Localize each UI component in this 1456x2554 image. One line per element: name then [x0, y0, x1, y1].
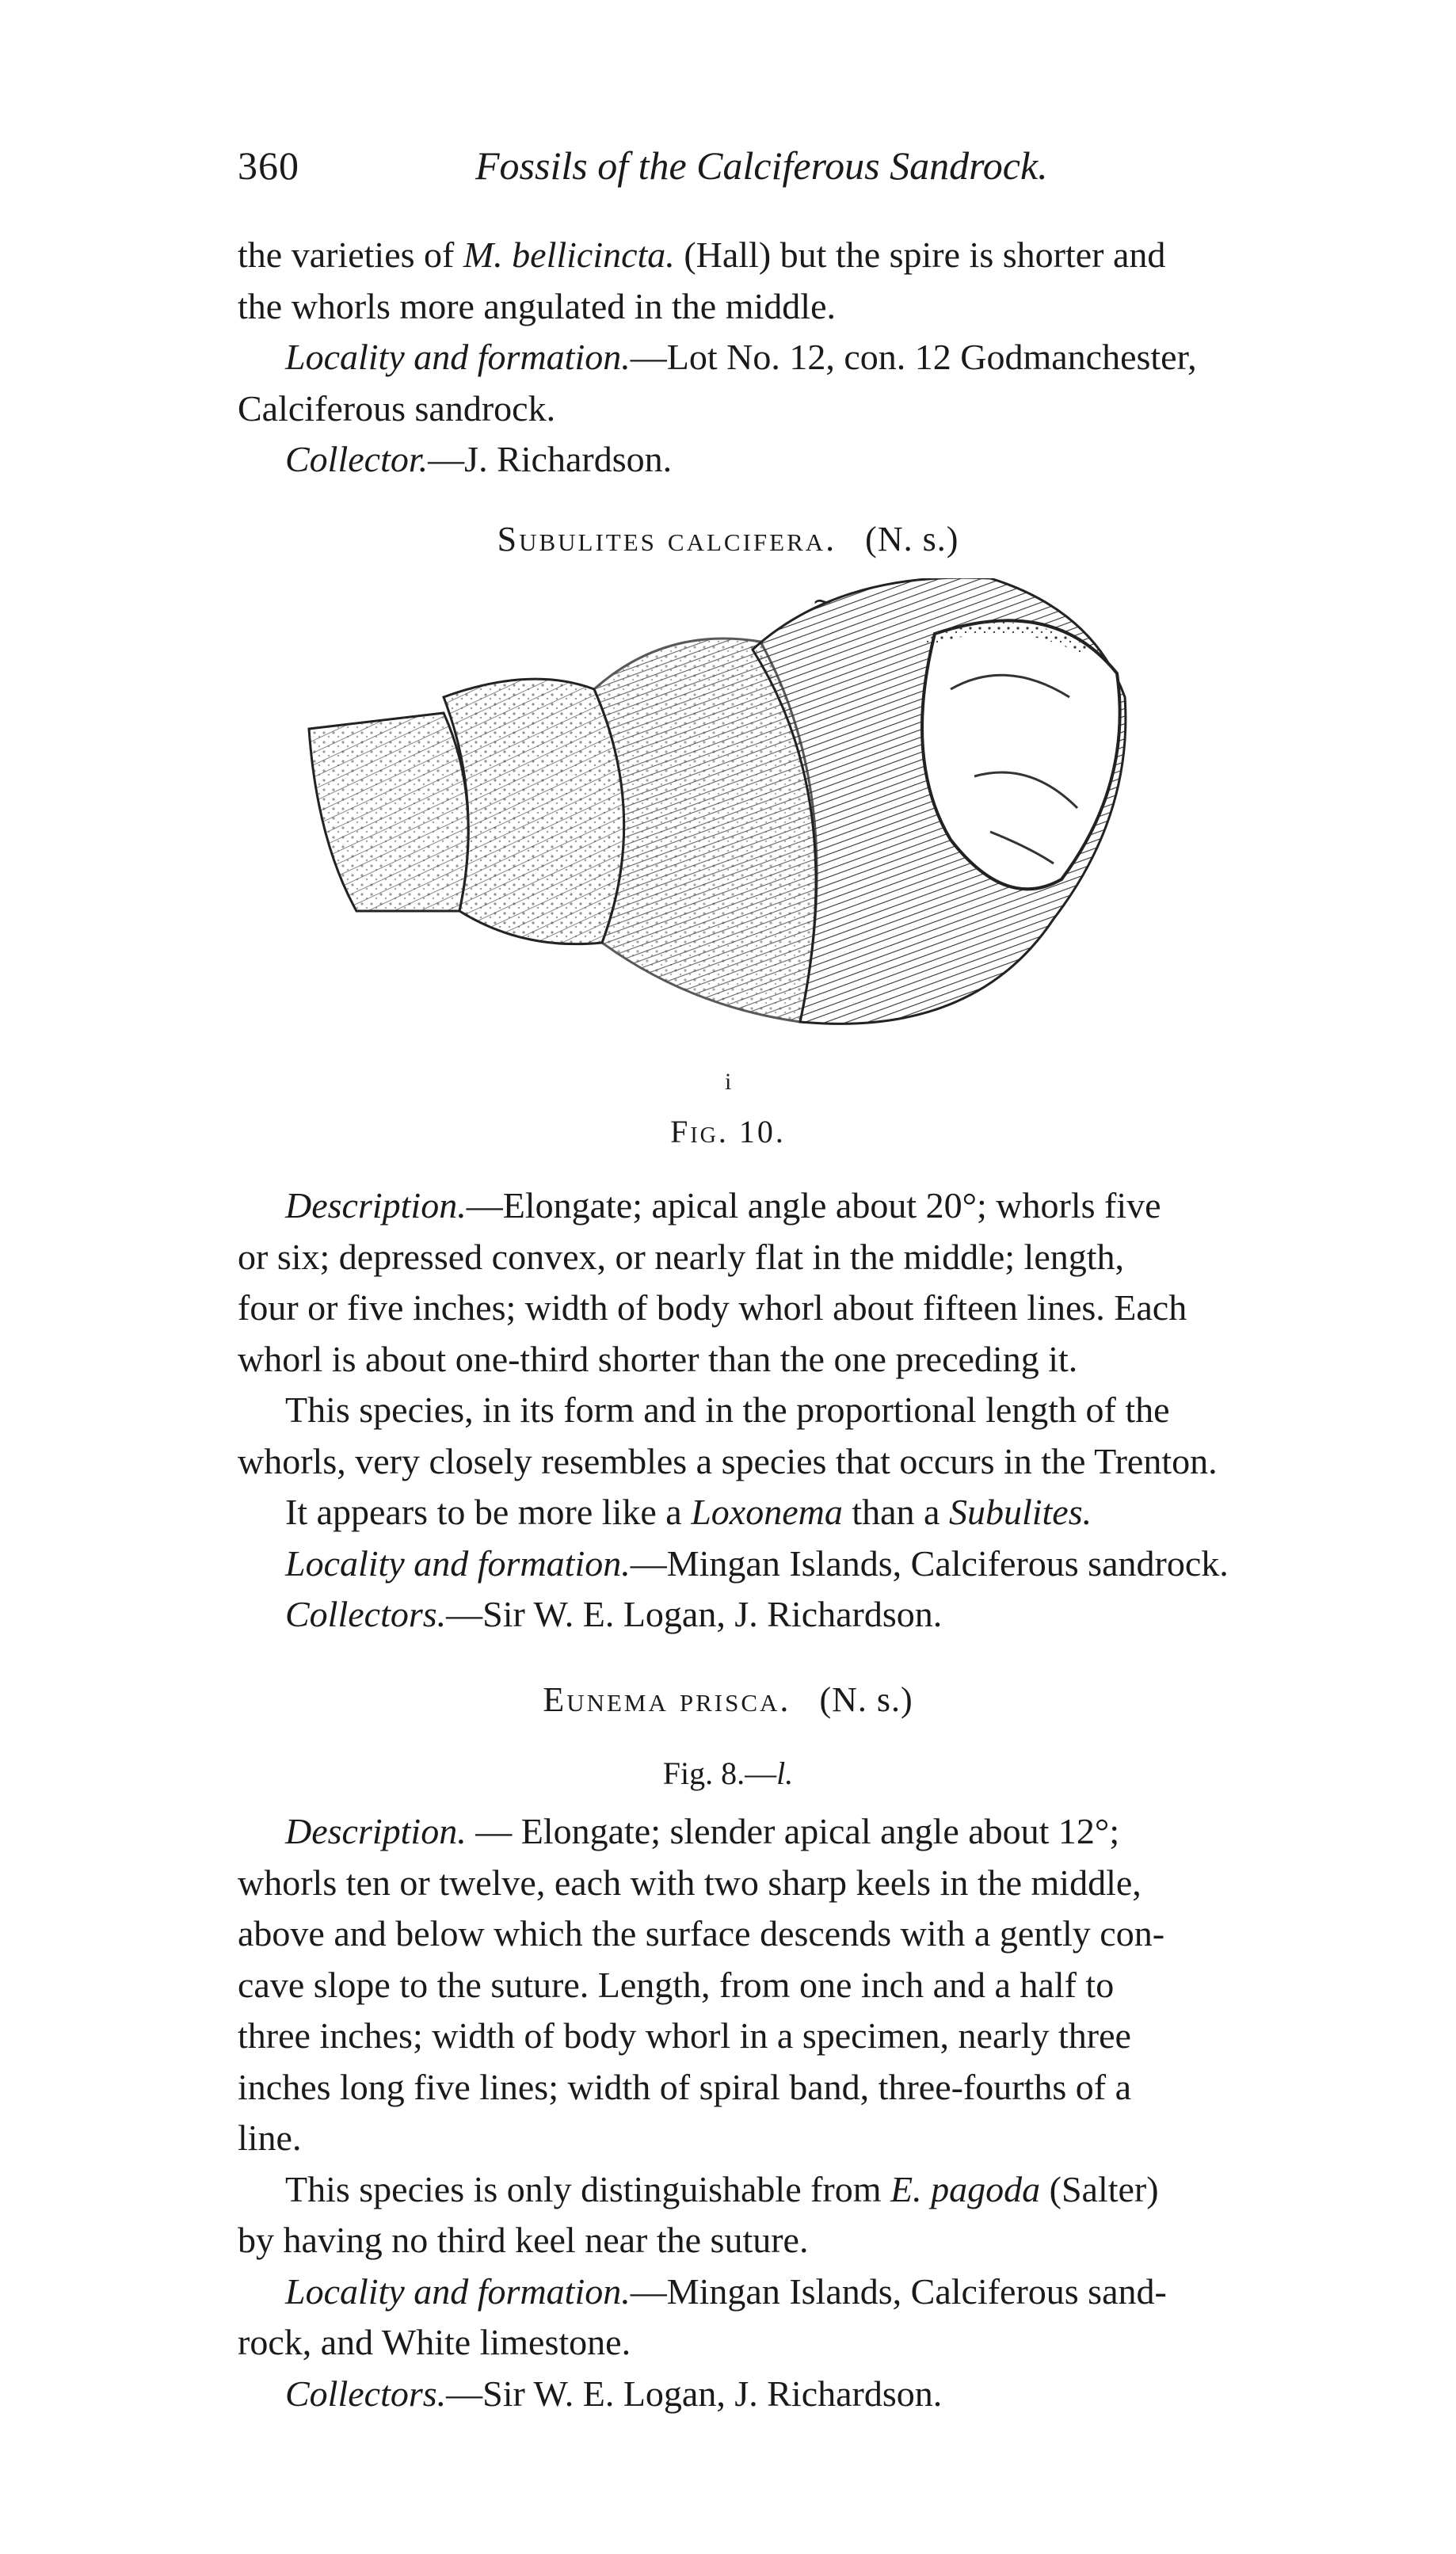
genus-name: Subulites.: [948, 1492, 1092, 1532]
text-line: This species, in its form and in the proportional length of the: [285, 1389, 1170, 1430]
fossil-illustration: [293, 578, 1307, 1101]
species-name: M. bellicincta.: [463, 234, 675, 275]
page-number: 360: [238, 143, 299, 188]
running-title: Fossils of the Calciferous Sandrock.: [475, 143, 1048, 188]
collector-label: Collector.: [285, 439, 429, 479]
locality-line: Locality and formation.—Mingan Islands, Calciferous sandrock.: [285, 1542, 1229, 1584]
collectors-label: Collectors.: [285, 2373, 447, 2414]
description-label: Description.: [285, 1811, 467, 1851]
collectors-line: Collectors.—Sir W. E. Logan, J. Richardson.: [285, 1594, 943, 1634]
text-line: the varieties of M. bellicincta. (Hall) but the spire is shorter and: [238, 234, 1166, 275]
running-head: [238, 143, 1363, 198]
locality-line: Locality and formation.—Lot No. 12, con. 12 Godmanchester,: [285, 337, 1197, 377]
text-line: or six; depressed convex, or nearly flat in the middle; length,: [238, 1236, 1125, 1277]
text-line: cave slope to the suture. Length, from one inch and a half to: [238, 1964, 1115, 2005]
text-line: whorls, very closely resembles a species that occurs in the Trenton.: [238, 1440, 1218, 1481]
description-line: Description. — Elongate; slender apical angle about 12°;: [285, 1811, 1120, 1851]
species-name: E. pagoda: [890, 2168, 1041, 2209]
text-line: Calciferous sandrock.: [238, 387, 556, 429]
svg-text:∼: ∼: [812, 587, 835, 616]
locality-label: Locality and formation.: [285, 1542, 631, 1584]
svg-text:i: i: [725, 1069, 732, 1095]
locality-label: Locality and formation.: [285, 337, 631, 377]
previous-entry-continuation: [238, 230, 1366, 486]
collector-line: Collector.—J. Richardson.: [285, 439, 673, 479]
description-label: Description.: [285, 1185, 467, 1226]
figure-reference: Fig. 8.—l.: [662, 1755, 794, 1791]
text-line: above and below which the surface descends with a gently con-: [238, 1913, 1165, 1954]
collectors-line: Collectors.—Sir W. E. Logan, J. Richardson.: [285, 2373, 943, 2414]
genus-name: Loxonema: [691, 1492, 843, 1532]
collectors-label: Collectors.: [285, 1594, 447, 1634]
figure-caption: Fig. 10.: [670, 1114, 786, 1149]
text-line: inches long five lines; width of spiral band, three-fourths of a: [238, 2066, 1131, 2107]
eunema-entry: [238, 1806, 1366, 2419]
text-line: It appears to be more like a Loxonema than a Subulites.: [285, 1492, 1092, 1532]
subulites-entry: [238, 1180, 1366, 1641]
text-line: four or five inches; width of body whorl about fifteen lines. Each: [238, 1287, 1187, 1328]
section-heading-subulites: Subulites calcifera. (N. s.): [497, 520, 959, 558]
section-heading-eunema: Eunema prisca. (N. s.): [543, 1680, 913, 1719]
text-line: by having no third keel near the suture.: [238, 2220, 809, 2260]
text-line: whorls ten or twelve, each with two sharp keels in the middle,: [238, 1862, 1142, 1903]
text-line: three inches; width of body whorl in a specimen, nearly three: [238, 2015, 1131, 2056]
text-line: This species is only distinguishable from E. pagoda (Salter): [285, 2168, 1159, 2209]
text-line: the whorls more angulated in the middle.: [238, 285, 836, 326]
description-line: Description.—Elongate; apical angle about 20°; whorls five: [285, 1185, 1161, 1226]
text-line: line.: [238, 2118, 302, 2158]
locality-line: Locality and formation.—Mingan Islands, Calciferous sand-: [285, 2270, 1167, 2312]
text-line: whorl is about one-third shorter than the one preceding it.: [238, 1338, 1078, 1379]
locality-label: Locality and formation.: [285, 2270, 631, 2312]
text-line: rock, and White limestone.: [238, 2322, 631, 2362]
